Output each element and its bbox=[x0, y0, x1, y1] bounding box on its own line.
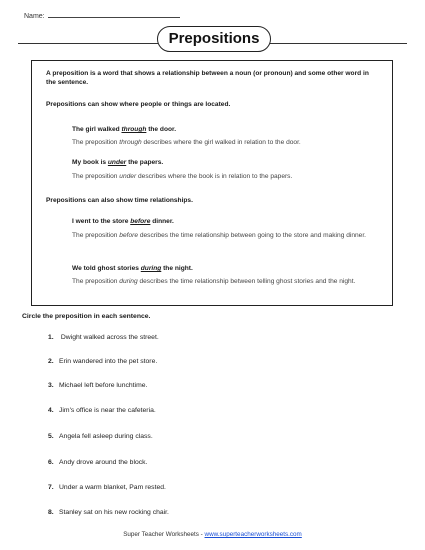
footer bbox=[0, 531, 425, 538]
question-item[interactable]: 5. Angela fell asleep during class. bbox=[48, 433, 153, 440]
section-place-heading: Prepositions can show where people or things are located. bbox=[46, 101, 231, 108]
intro-text: A preposition is a word that shows a relationship between a noun (or pronoun) and some other word in the sentence. bbox=[46, 70, 369, 86]
instructions: Circle the preposition in each sentence. bbox=[22, 313, 151, 320]
section-time-heading: Prepositions can also show time relationships. bbox=[46, 197, 193, 204]
question-item[interactable]: 6. Andy drove around the block. bbox=[48, 459, 148, 466]
question-item[interactable]: 3. Michael left before lunchtime. bbox=[48, 382, 148, 389]
footer-text: Super Teacher Worksheets - bbox=[123, 531, 205, 538]
example-sentence: The girl walked through the door. bbox=[72, 126, 177, 133]
question-item[interactable]: 7. Under a warm blanket, Pam rested. bbox=[48, 484, 166, 491]
name-label: Name: bbox=[24, 13, 45, 20]
footer-link[interactable]: www.superteacherworksheets.com bbox=[204, 531, 302, 538]
example-keyword: under bbox=[107, 159, 127, 166]
example-keyword: before bbox=[130, 218, 151, 225]
question-item[interactable]: 2. Erin wandered into the pet store. bbox=[48, 358, 158, 365]
example-sentence: We told ghost stories during the night. bbox=[72, 265, 193, 272]
example-sentence: My book is under the papers. bbox=[72, 159, 164, 166]
question-item[interactable]: 4. Jim's office is near the cafeteria. bbox=[48, 407, 156, 414]
question-item[interactable]: 1. Dwight walked across the street. bbox=[48, 334, 159, 341]
name-field bbox=[24, 11, 180, 20]
example-description: The preposition under describes where the book is in relation to the papers. bbox=[72, 173, 293, 180]
example-keyword: through bbox=[121, 126, 147, 133]
example-sentence: I went to the store before dinner. bbox=[72, 218, 174, 225]
example-description: The preposition through describes where the girl walked in relation to the door. bbox=[72, 139, 301, 146]
example-keyword: during bbox=[140, 265, 162, 272]
name-line[interactable] bbox=[48, 11, 180, 18]
page-title: Prepositions bbox=[157, 26, 271, 52]
question-item[interactable]: 8. Stanley sat on his new rocking chair. bbox=[48, 509, 169, 516]
example-description: The preposition before describes the time relationship between going to the store and making dinner. bbox=[72, 232, 366, 239]
info-box bbox=[31, 60, 393, 306]
example-description: The preposition during describes the time relationship between telling ghost stories and the night. bbox=[72, 278, 356, 285]
